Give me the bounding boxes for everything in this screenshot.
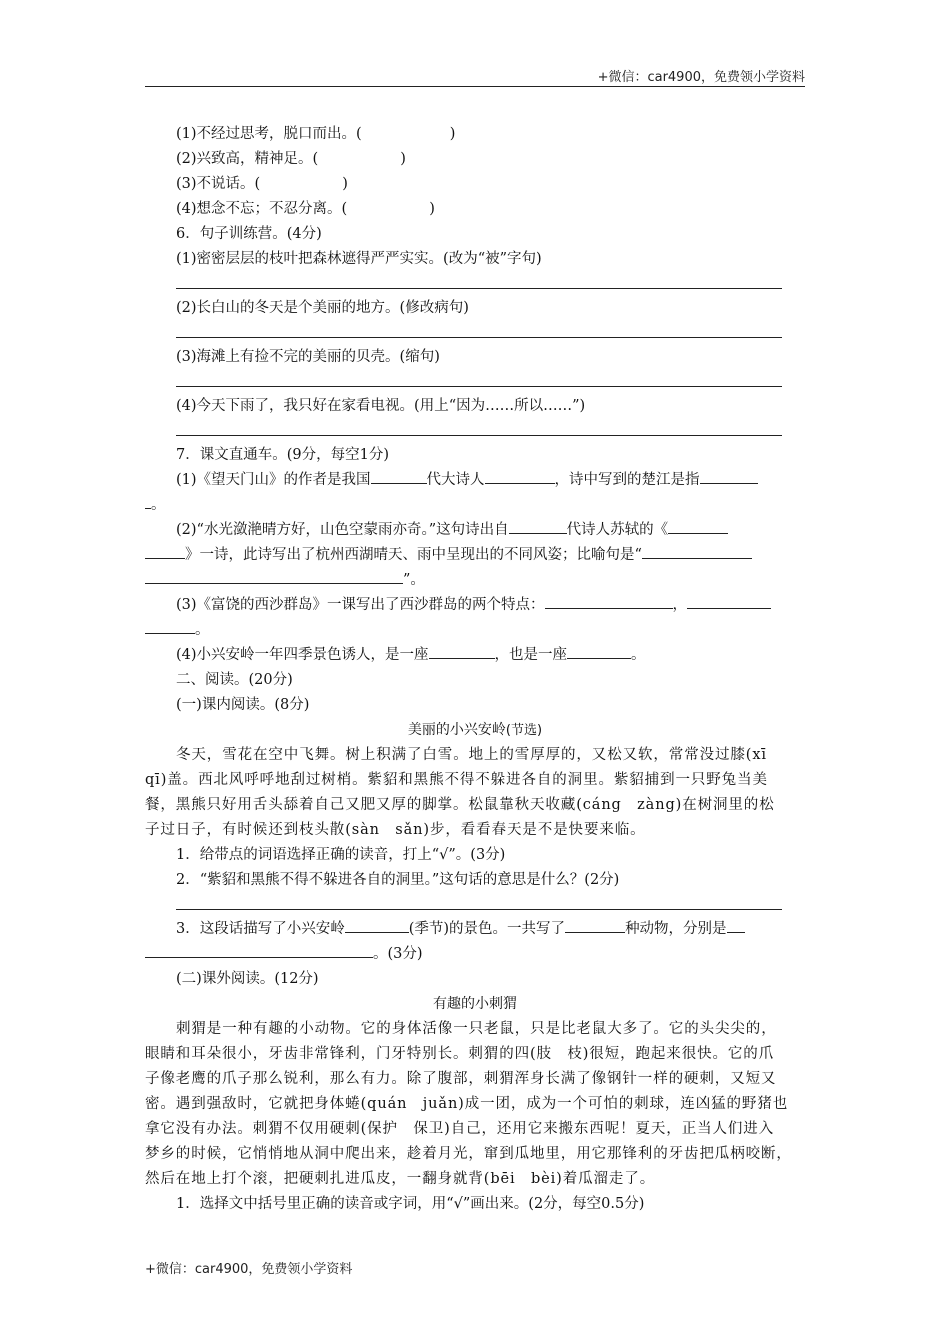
passage-1-title — [145, 718, 805, 743]
q5-item-3 — [145, 172, 805, 197]
q7-line-2-cont — [145, 543, 805, 568]
q5-item-2-text: (2)兴致高，精神足。( — [176, 151, 319, 167]
q7-blank-1[interactable] — [371, 468, 427, 484]
p1-q3b: (季节)的景色。一共写了 — [408, 921, 566, 937]
q7-l1d: 。 — [151, 497, 166, 513]
q6-item-3: (3)海滩上有捡不完的美丽的贝壳。(缩句) — [176, 349, 440, 365]
q6-answer-line-3[interactable] — [176, 370, 782, 387]
q7-l3b: ， — [672, 597, 688, 613]
p1-question-3-cont — [145, 942, 805, 967]
passage-2-line-2: 眼睛和耳朵很小，牙齿非常锋利，门牙特别长。刺猬的四(肢 枝)很短，跑起来很快。它的爪 — [145, 1046, 775, 1062]
q7-l1a: (1)《望天门山》的作者是我国 — [176, 472, 371, 488]
q7-l2a: (2)“水光潋滟晴方好，山色空蒙雨亦奇。”这句诗出自 — [176, 522, 509, 538]
q6-answer-line-2[interactable] — [176, 321, 782, 338]
p1-question-2: 2．“紫貂和黑熊不得不躲进各自的洞里。”这句话的意思是什么？(2分) — [176, 872, 620, 888]
q7-l2d: ”。 — [403, 572, 425, 588]
passage-1-line-4: 子过日子，有时候还到枝头散(sàn sǎn)步，看看春天是不是快要来临。 — [145, 822, 646, 838]
q7-blank-6[interactable] — [642, 543, 752, 559]
passage-2-line-4: 密。遇到强敌时，它就把身体蜷(quán juǎn)成一团，成为一个可怕的刺球，连凶猛的野猪也 — [145, 1096, 789, 1112]
passage-1-line-2: qī)盖。西北风呼呼地刮过树梢。紫貂和黑熊不得不躲进各自的洞里。紫貂捕到一只野兔当美 — [145, 772, 768, 788]
q7-l2b: 代诗人苏轼的《 — [566, 522, 669, 538]
q7-l1c: ，诗中写到的楚江是指 — [554, 472, 700, 488]
q7-blank-5[interactable] — [668, 518, 728, 534]
p2-question-1: 1．选择文中括号里正确的读音或字词，用“√”画出来。(2分，每空0.5分) — [176, 1196, 645, 1212]
q6-answer-line-4[interactable] — [176, 419, 782, 436]
section2-title: 二、阅读。(20分) — [176, 672, 293, 688]
q5-item-2 — [145, 147, 805, 172]
q5-item-1 — [145, 122, 805, 147]
q5-item-2-close: ) — [400, 151, 406, 167]
page-header — [145, 62, 805, 87]
passage-2-line-6: 梦乡的时候，它悄悄地从洞中爬出来，趁着月光，窜到瓜地里，用它那锋利的牙齿把瓜柄咬断， — [145, 1146, 792, 1162]
q7-line-4 — [145, 643, 805, 668]
passage-2-line-7: 然后在地上打个滚，把硬刺扎进瓜皮，一翻身就背(bēi bèi)着瓜溜走了。 — [145, 1171, 656, 1187]
q7-blank-6-cont[interactable] — [145, 568, 403, 584]
q7-blank-8-cont[interactable] — [145, 618, 195, 634]
q7-l1b: 代大诗人 — [426, 472, 485, 488]
passage-2-line-1: 刺猬是一种有趣的小动物。它的身体活像一只老鼠，只是比老鼠大多了。它的头尖尖的， — [176, 1021, 777, 1037]
passage-1 — [145, 743, 805, 843]
q7-line-3 — [145, 593, 805, 618]
q7-blank-9[interactable] — [429, 643, 495, 659]
q7-blank-2[interactable] — [485, 468, 555, 484]
q7-title: 7．课文直通车。(9分，每空1分) — [176, 447, 389, 463]
q7-line-1 — [145, 468, 805, 493]
q7-l2c: 》一诗，此诗写出了杭州西湖晴天、雨中呈现出的不同风姿；比喻句是“ — [185, 547, 642, 563]
q7-blank-7[interactable] — [545, 593, 673, 609]
p1-q3c: 种动物，分别是 — [625, 921, 727, 937]
reading-part-2: (二)课外阅读。(12分) — [176, 971, 319, 987]
p1-q3-blank-3[interactable] — [727, 917, 745, 933]
reading-part-1: (一)课内阅读。(8分) — [176, 697, 310, 713]
q5-item-4 — [145, 197, 805, 222]
q7-blank-4[interactable] — [509, 518, 567, 534]
q7-l4a: (4)小兴安岭一年四季景色诱人，是一座 — [176, 647, 429, 663]
p1-q3a: 3．这段话描写了小兴安岭 — [176, 921, 345, 937]
passage-1-line-1: 冬天，雪花在空中飞舞。树上积满了白雪。地上的雪厚厚的，又松又软，常常没过膝(xī — [176, 747, 767, 763]
p1-question-1: 1．给带点的词语选择正确的读音，打上“√”。(3分) — [176, 847, 506, 863]
p1-answer-line-2[interactable] — [176, 893, 782, 910]
q7-blank-10[interactable] — [567, 643, 631, 659]
q7-line-2-cont2 — [145, 568, 805, 593]
p1-q3-blank-3-cont[interactable] — [145, 942, 373, 958]
q6-answer-line-1[interactable] — [176, 272, 782, 289]
passage-2-title: 有趣的小刺猬 — [433, 996, 517, 1012]
q7-blank-8[interactable] — [687, 593, 771, 609]
passage-1-note: (节选) — [505, 723, 543, 738]
q7-l4c: 。 — [631, 647, 646, 663]
p1-question-3 — [145, 917, 805, 942]
worksheet-content — [145, 122, 805, 1217]
q7-line-3-cont — [145, 618, 805, 643]
q5-item-3-text: (3)不说话。( — [176, 176, 261, 192]
passage-2-line-5: 拿它没有办法。刺猬不仅用硬刺(保护 保卫)自己，还用它来搬东西呢！夏天，正当人们进入 — [145, 1121, 775, 1137]
q7-line-2 — [145, 518, 805, 543]
footer-text: +微信：car4900，免费领小学资料 — [145, 1262, 353, 1277]
q7-l3a: (3)《富饶的西沙群岛》一课写出了西沙群岛的两个特点： — [176, 597, 545, 613]
q5-item-1-close: ) — [449, 126, 456, 142]
q7-l3c: 。 — [195, 622, 210, 638]
passage-1-title-text: 美丽的小兴安岭 — [407, 722, 506, 738]
p1-q3-blank-2[interactable] — [565, 917, 625, 933]
p1-q3-blank-1[interactable] — [345, 917, 409, 933]
q7-blank-3[interactable] — [700, 468, 758, 484]
q7-line-1-cont — [145, 493, 805, 518]
header-text: +微信：car4900，免费领小学资料 — [597, 70, 805, 85]
q6-item-1: (1)密密层层的枝叶把森林遮得严严实实。(改为“被”字句) — [176, 251, 542, 267]
q7-l4b: ，也是一座 — [494, 647, 568, 663]
q6-item-2: (2)长白山的冬天是个美丽的地方。(修改病句) — [176, 300, 469, 316]
q7-blank-5-cont[interactable] — [145, 543, 185, 559]
q6-item-4: (4)今天下雨了，我只好在家看电视。(用上“因为……所以……”) — [176, 398, 586, 414]
q5-item-1-text: (1)不经过思考，脱口而出。( — [176, 126, 362, 142]
passage-1-line-3: 餐，黑熊只好用舌头舔着自己又肥又厚的脚掌。松鼠靠秋天收藏(cáng zàng)在树洞里的松 — [145, 797, 775, 813]
q6-title: 6．句子训练营。(4分) — [176, 226, 322, 242]
p1-q3d: 。(3分) — [373, 946, 423, 962]
q5-item-4-text: (4)想念不忘；不忍分离。( — [176, 201, 348, 217]
passage-2-line-3: 子像老鹰的爪子那么锐利，那么有力。除了腹部，刺猬浑身长满了像钢针一样的硬刺，又短又 — [145, 1071, 777, 1087]
q5-item-4-close: ) — [429, 201, 435, 217]
q5-item-3-close: ) — [342, 176, 348, 192]
passage-2 — [145, 1017, 805, 1192]
